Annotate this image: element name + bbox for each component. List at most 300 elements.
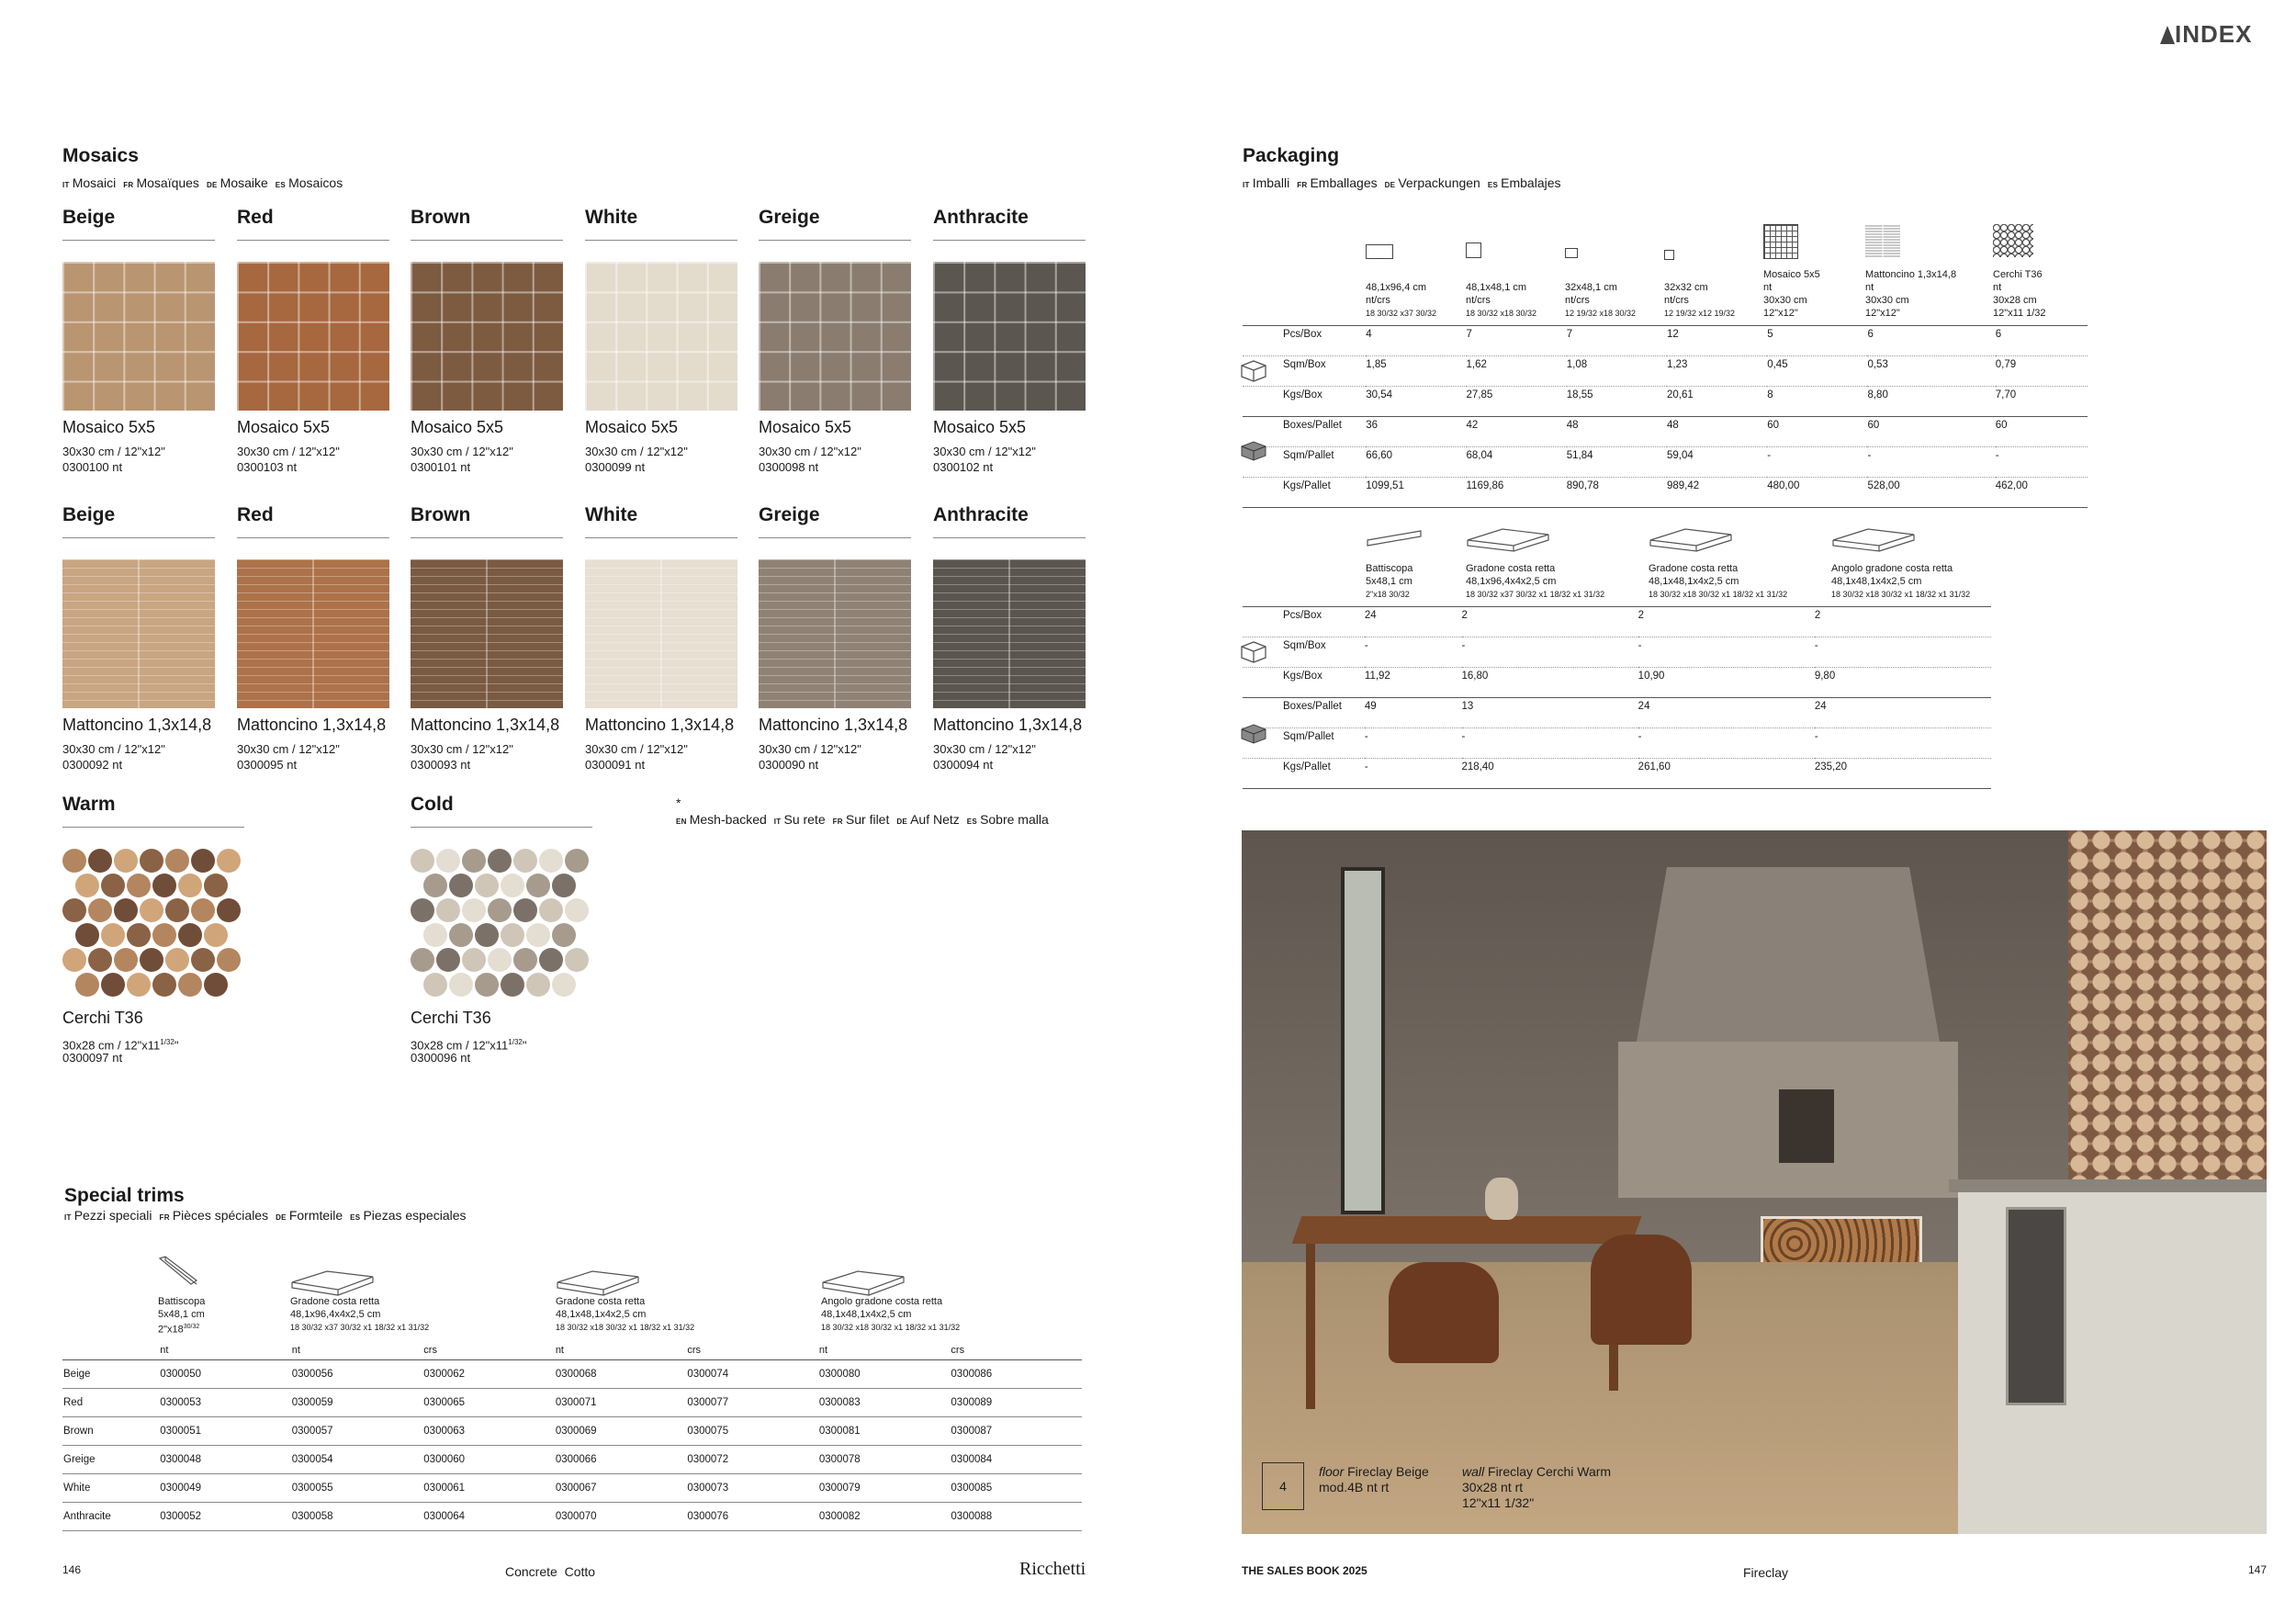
circle-chip (114, 948, 138, 972)
circle-chip (449, 973, 473, 997)
packaging-title: Packaging (1243, 145, 1340, 166)
packaging-format-header: Mattoncino 1,3x14,8 nt 30x30 cm 12"x12" (1865, 269, 1957, 319)
circle-chip (552, 973, 576, 997)
mosaic-product-name: Mosaico 5x5 (585, 418, 679, 436)
table-row (1243, 668, 1991, 698)
packaging-value: 13 (1462, 698, 1638, 728)
packaging-subtitle (1243, 175, 1569, 190)
oven (2006, 1207, 2066, 1405)
mosaic-size: 30x30 cm / 12"x12" (585, 445, 688, 458)
packaging-value: 48 (1567, 417, 1667, 447)
table-row (1243, 478, 2088, 508)
mosaic-product-name: Mattoncino 1,3x14,8 (411, 716, 560, 734)
circle-chip (217, 849, 241, 873)
trim-code: 0300077 (686, 1389, 818, 1417)
packaging-value: - (1867, 447, 1995, 478)
trim-color-label: White (62, 1474, 159, 1503)
circle-chip (526, 973, 550, 997)
trim-code: 0300086 (950, 1360, 1082, 1389)
packaging-row-label: Kgs/Pallet (1243, 478, 1366, 508)
packaging-value: 24 (1365, 607, 1462, 637)
packaging-value: 235,20 (1815, 759, 1991, 789)
trim-code: 0300061 (422, 1474, 555, 1503)
fireplace-opening (1779, 1089, 1834, 1163)
lang-code: DE (206, 181, 218, 189)
mosaic-size: 30x30 cm / 12"x12" (411, 742, 513, 756)
packaging-value: - (1767, 447, 1867, 478)
packaging-value: 0,79 (1996, 356, 2088, 387)
lang-text: Sobre malla (980, 812, 1049, 827)
skirting-icon (158, 1255, 250, 1291)
packaging-row-label: Sqm/Pallet (1243, 447, 1366, 478)
table-row (62, 1389, 1082, 1417)
circle-chip (501, 973, 524, 997)
circle-chip (191, 849, 215, 873)
lang-code: IT (62, 181, 70, 189)
trim-code: 0300050 (159, 1360, 291, 1389)
packaging-value: 2 (1815, 607, 1991, 637)
packaging-row-label: Sqm/Pallet (1243, 728, 1365, 759)
mosaic-color-heading: Red (237, 504, 389, 538)
mesh-note-star: * (676, 795, 681, 810)
trim-code: 0300055 (291, 1474, 423, 1503)
mosaic-code: 0300091 nt (585, 758, 646, 772)
trim-column-type: nt (555, 1341, 687, 1360)
circle-chip (436, 948, 460, 972)
mosaic-tile-swatch (759, 262, 911, 411)
circle-chip (552, 923, 576, 947)
circle-chip (411, 948, 434, 972)
table-row (1243, 387, 2088, 417)
circle-chip (140, 898, 163, 922)
circle-chip (462, 849, 486, 873)
packaging-value: 20,61 (1667, 387, 1767, 417)
packaging-value: 4 (1366, 326, 1466, 356)
mosaic-color-heading: Anthracite (933, 207, 1086, 241)
trim-code: 0300084 (950, 1446, 1082, 1474)
trim-column-type: crs (950, 1341, 1082, 1360)
circle-chip (127, 923, 151, 947)
circle-chip (62, 898, 86, 922)
packaging-value: 890,78 (1567, 478, 1667, 508)
lang-code: FR (1297, 181, 1308, 189)
circle-chip (152, 923, 176, 947)
lang-code: ES (1487, 181, 1499, 189)
packaging-value: 261,60 (1638, 759, 1815, 789)
circle-chip (526, 923, 550, 947)
kitchen-interior-photo (1242, 830, 2267, 1534)
table-row (1243, 447, 2088, 478)
mosaic-size: 30x30 cm / 12"x12" (933, 742, 1036, 756)
mosaic-size: 30x30 cm / 12"x12" (411, 445, 513, 458)
circle-chip (501, 923, 524, 947)
trim-column-type: nt (291, 1341, 423, 1360)
packaging-row-label: Pcs/Box (1243, 607, 1365, 637)
circle-chip (539, 898, 563, 922)
packaging-row-label: Kgs/Pallet (1243, 759, 1365, 789)
box-icon (1240, 358, 1267, 382)
packaging-value: 6 (1996, 326, 2088, 356)
vase (1485, 1178, 1518, 1220)
trim-column-type: nt (818, 1341, 951, 1360)
mosaic-product-name: Mattoncino 1,3x14,8 (933, 716, 1083, 734)
circle-chip (449, 923, 473, 947)
circle-chip (513, 849, 537, 873)
mosaic-color-heading: White (585, 207, 737, 241)
packaging-table-2 (1243, 606, 1991, 789)
circle-chip (475, 923, 499, 947)
circle-chip (114, 849, 138, 873)
packaging-value: - (1996, 447, 2088, 478)
packaging-value: 1,85 (1366, 356, 1466, 387)
packaging-value: - (1365, 637, 1462, 668)
special-trims-title: Special trims (64, 1185, 185, 1206)
trim-code: 0300075 (686, 1417, 818, 1446)
lang-code: IT (64, 1213, 72, 1222)
circle-chip (191, 898, 215, 922)
mosaic-code: 0300093 nt (411, 758, 471, 772)
special-trims-table (62, 1341, 1082, 1531)
mosaic-grid-icon (1763, 224, 1798, 259)
trim-code: 0300088 (950, 1503, 1082, 1531)
mosaic-product-name: Mosaico 5x5 (933, 418, 1027, 436)
trim-code: 0300089 (950, 1389, 1082, 1417)
packaging-format-header: Mosaico 5x5 nt 30x30 cm 12"x12" (1763, 269, 1820, 319)
trim-code: 0300073 (686, 1474, 818, 1503)
packaging-value: 218,40 (1462, 759, 1638, 789)
mosaic-product-name: Mosaico 5x5 (62, 418, 156, 436)
mosaic-color-heading: Red (237, 207, 389, 241)
lang-text: Mesh-backed (689, 812, 767, 827)
box-icon (1240, 639, 1267, 663)
trim-color-label: Anthracite (62, 1503, 159, 1531)
circle-chip (423, 923, 447, 947)
circle-chip (152, 874, 176, 897)
circle-chip (423, 874, 447, 897)
window (1341, 867, 1385, 1214)
packaging-value: 18,55 (1567, 387, 1667, 417)
circle-chip (552, 874, 576, 897)
packaging-value: 1099,51 (1366, 478, 1466, 508)
mosaic-size: 30x28 cm / $12"x11^{1/32}$" (411, 1038, 527, 1053)
circle-chip (101, 923, 125, 947)
circle-chip (501, 874, 524, 897)
right-page-number: 147 (2248, 1563, 2268, 1576)
mosaic-product-name: Mattoncino 1,3x14,8 (62, 716, 212, 734)
lang-code: EN (676, 818, 687, 826)
trim-column-type: nt (159, 1341, 291, 1360)
circle-chip (204, 923, 228, 947)
mosaic-size: 30x30 cm / 12"x12" (585, 742, 688, 756)
lang-text: Emballages (1310, 175, 1378, 190)
lang-text: Mosaicos (288, 175, 343, 190)
trim-code: 0300085 (950, 1474, 1082, 1503)
lang-text: Pezzi speciali (73, 1208, 152, 1223)
trim-code: 0300087 (950, 1417, 1082, 1446)
packaging-row-label: Kgs/Box (1243, 387, 1366, 417)
packaging-trim-header: Gradone costa retta 48,1x96,4x4x2,5 cm 18 30/32 x37 30/32 x1 18/32 x1 31/32 (1466, 563, 1605, 599)
mosaic-size: 30x30 cm / 12"x12" (62, 445, 165, 458)
packaging-value: 7 (1567, 326, 1667, 356)
lang-text: Auf Netz (910, 812, 960, 827)
circle-chip (101, 874, 125, 897)
trim-code: 0300048 (159, 1446, 291, 1474)
packaging-value: - (1365, 759, 1462, 789)
table-row (1243, 326, 2088, 356)
pallet-icon (1240, 722, 1267, 746)
circle-chip (411, 849, 434, 873)
packaging-row-label: Kgs/Box (1243, 668, 1365, 698)
packaging-format-header: 32x32 cm nt/crs 12 19/32 x12 19/32 (1664, 282, 1736, 318)
mosaic-code: 0300099 nt (585, 460, 646, 474)
circle-chip (565, 948, 589, 972)
circle-chip (191, 948, 215, 972)
skirting-icon (1366, 527, 1458, 555)
trim-code: 0300083 (818, 1389, 951, 1417)
packaging-value: 60 (1867, 417, 1995, 447)
right-section-label: Fireclay (1743, 1565, 1789, 1580)
lang-code: FR (159, 1213, 170, 1222)
trim-code: 0300065 (422, 1389, 555, 1417)
circles-mosaic-swatch (411, 849, 591, 998)
packaging-value: 1169,86 (1467, 478, 1567, 508)
mosaic-color-heading: Cold (411, 794, 592, 828)
mosaic-product-name: Mattoncino 1,3x14,8 (759, 716, 908, 734)
mosaic-size: 30x30 cm / 12"x12" (759, 742, 861, 756)
circles-icon (1993, 224, 2033, 257)
table-row (1243, 698, 1991, 728)
packaging-value: 36 (1366, 417, 1466, 447)
packaging-value: 42 (1467, 417, 1567, 447)
circle-chip (217, 948, 241, 972)
mosaic-color-heading: Beige (62, 207, 215, 241)
circle-chip (152, 973, 176, 997)
circle-chip (488, 948, 512, 972)
trim-code: 0300067 (555, 1474, 687, 1503)
packaging-value: 2 (1638, 607, 1815, 637)
lang-text: Mosaïques (136, 175, 199, 190)
packaging-value: 989,42 (1667, 478, 1767, 508)
lang-text: Mosaike (219, 175, 268, 190)
circle-chip (178, 923, 202, 947)
mosaic-size: 30x30 cm / 12"x12" (759, 445, 861, 458)
mosaic-product-name: Mosaico 5x5 (759, 418, 852, 436)
trim-code: 0300074 (686, 1360, 818, 1389)
trim-code: 0300064 (422, 1503, 555, 1531)
trim-code: 0300070 (555, 1503, 687, 1531)
mosaic-size: 30x30 cm / 12"x12" (933, 445, 1036, 458)
packaging-value: - (1638, 637, 1815, 668)
circle-chip (165, 849, 189, 873)
packaging-value: 51,84 (1567, 447, 1667, 478)
tile-format-rect-icon (1366, 244, 1393, 259)
packaging-value: - (1815, 728, 1991, 759)
table-row (62, 1474, 1082, 1503)
circles-mosaic-swatch (62, 849, 242, 998)
left-page-number: 146 (62, 1563, 82, 1576)
chair (1591, 1235, 1692, 1345)
mosaics-title: Mosaics (62, 145, 139, 166)
sales-book-label: THE SALES BOOK 2025 (1242, 1564, 1367, 1577)
circle-chip (75, 874, 99, 897)
circle-chip (178, 874, 202, 897)
packaging-value: 30,54 (1366, 387, 1466, 417)
circle-chip (75, 973, 99, 997)
trim-code: 0300063 (422, 1417, 555, 1446)
packaging-value: 7 (1467, 326, 1567, 356)
tile-format-square-icon (1466, 242, 1481, 258)
mosaic-color-heading: Brown (411, 504, 563, 538)
packaging-row-label: Boxes/Pallet (1243, 417, 1366, 447)
circle-chip (88, 849, 112, 873)
trim-code: 0300068 (555, 1360, 687, 1389)
mosaic-tile-swatch (585, 559, 737, 708)
circle-chip (127, 973, 151, 997)
trim-product-header: Battiscopa 5x48,1 cm $2"x18^{30/32}$ (158, 1296, 206, 1336)
mosaic-tile-swatch (933, 559, 1086, 708)
circle-chip (75, 923, 99, 947)
mosaic-size: 30x30 cm / 12"x12" (237, 445, 340, 458)
trim-code: 0300059 (291, 1389, 423, 1417)
lang-code: DE (1384, 181, 1396, 189)
mosaic-color-heading: Greige (759, 504, 911, 538)
table-row (1243, 356, 2088, 387)
trim-code: 0300062 (422, 1360, 555, 1389)
lang-code: DE (276, 1213, 287, 1222)
circle-chip (449, 874, 473, 897)
trim-code: 0300081 (818, 1417, 951, 1446)
trim-product-header: Gradone costa retta 48,1x96,4x4x2,5 cm 18 30/32 x37 30/32 x1 18/32 x1 31/32 (290, 1296, 430, 1332)
mosaic-tile-swatch (62, 559, 215, 708)
trim-column-type: crs (686, 1341, 818, 1360)
step-icon (1466, 527, 1558, 555)
mosaic-code: 0300096 nt (411, 1051, 471, 1065)
mosaic-code: 0300097 nt (62, 1051, 123, 1065)
photo-number: 4 (1279, 1479, 1287, 1494)
packaging-row-label: Sqm/Box (1243, 356, 1366, 387)
table-row (1243, 417, 2088, 447)
mosaic-color-heading: Anthracite (933, 504, 1086, 538)
circle-chip (140, 948, 163, 972)
packaging-row-label: Boxes/Pallet (1243, 698, 1365, 728)
packaging-value: 0,45 (1767, 356, 1867, 387)
mesh-note (676, 812, 1056, 827)
lang-code: FR (832, 818, 843, 826)
lang-code: ES (350, 1213, 361, 1222)
packaging-value: 48 (1667, 417, 1767, 447)
circle-chip (475, 874, 499, 897)
circle-chip (411, 898, 434, 922)
lang-code: IT (773, 818, 782, 826)
packaging-value: 5 (1767, 326, 1867, 356)
mosaic-tile-swatch (411, 262, 563, 411)
trim-code: 0300054 (291, 1446, 423, 1474)
mosaic-color-heading: Brown (411, 207, 563, 241)
circle-chip (475, 973, 499, 997)
lang-text: Embalajes (1501, 175, 1561, 190)
table-row (62, 1417, 1082, 1446)
trim-code: 0300058 (291, 1503, 423, 1531)
mosaic-product-name: Cerchi T36 (411, 1009, 491, 1027)
mosaic-color-heading: Greige (759, 207, 911, 241)
packaging-value: 60 (1767, 417, 1867, 447)
trim-product-header: Gradone costa retta 48,1x48,1x4x2,5 cm 18 30/32 x18 30/32 x1 18/32 x1 31/32 (556, 1296, 695, 1332)
mattoncino-icon (1865, 224, 1900, 257)
mosaic-code: 0300100 nt (62, 460, 123, 474)
trim-code: 0300079 (818, 1474, 951, 1503)
table-row (62, 1503, 1082, 1531)
packaging-value: - (1462, 637, 1638, 668)
packaging-value: 27,85 (1467, 387, 1567, 417)
packaging-trim-header: Gradone costa retta 48,1x48,1x4x2,5 cm 18 30/32 x18 30/32 x1 18/32 x1 31/32 (1649, 563, 1788, 599)
trim-color-label: Beige (62, 1360, 159, 1389)
packaging-value: 8 (1767, 387, 1867, 417)
packaging-value: 66,60 (1366, 447, 1466, 478)
lang-text: Verpackungen (1398, 175, 1480, 190)
packaging-value: 60 (1996, 417, 2088, 447)
trim-color-label: Red (62, 1389, 159, 1417)
packaging-value: 6 (1867, 326, 1995, 356)
circle-chip (204, 874, 228, 897)
trim-code: 0300057 (291, 1417, 423, 1446)
mosaic-code: 0300098 nt (759, 460, 819, 474)
circle-chip (88, 948, 112, 972)
wall-caption: wall Fireclay Cerchi Warm 30x28 nt rt 12"x11 1/32" (1462, 1464, 1612, 1510)
trim-code: 0300082 (818, 1503, 951, 1531)
lang-text: Imballi (1252, 175, 1290, 190)
lang-code: DE (896, 818, 908, 826)
lang-code: FR (123, 181, 134, 189)
circle-chip (488, 898, 512, 922)
trim-code: 0300066 (555, 1446, 687, 1474)
packaging-value: - (1365, 728, 1462, 759)
trim-code: 0300076 (686, 1503, 818, 1531)
packaging-value: 2 (1462, 607, 1638, 637)
pallet-icon (1240, 439, 1267, 463)
circle-chip (436, 898, 460, 922)
packaging-value: 12 (1667, 326, 1767, 356)
packaging-format-header: Cerchi T36 nt 30x28 cm 12"x11 1/32 (1993, 269, 2046, 319)
floor-caption: floor Fireclay Beige mod.4B nt rt (1319, 1464, 1429, 1494)
packaging-value: 1,62 (1467, 356, 1567, 387)
special-trims-subtitle (64, 1208, 474, 1223)
photo-number-box (1262, 1462, 1304, 1510)
packaging-value: 528,00 (1867, 478, 1995, 508)
mosaic-tile-swatch (759, 559, 911, 708)
lang-text: Sur filet (845, 812, 890, 827)
circle-chip (539, 948, 563, 972)
circle-chip (565, 898, 589, 922)
circle-chip (488, 849, 512, 873)
table-row (1243, 637, 1991, 668)
trim-code: 0300071 (555, 1389, 687, 1417)
mosaic-code: 0300095 nt (237, 758, 298, 772)
table-row (1243, 607, 1991, 637)
trim-code: 0300078 (818, 1446, 951, 1474)
trim-color-label: Greige (62, 1446, 159, 1474)
mosaic-product-name: Mattoncino 1,3x14,8 (237, 716, 387, 734)
table-row (62, 1360, 1082, 1389)
circle-chip (513, 948, 537, 972)
packaging-format-header: 48,1x96,4 cm nt/crs 18 30/32 x37 30/32 (1366, 282, 1437, 318)
index-link[interactable]: INDEX (2160, 20, 2252, 49)
lang-code: ES (966, 818, 978, 826)
mosaic-product-name: Mosaico 5x5 (237, 418, 331, 436)
packaging-value: 68,04 (1467, 447, 1567, 478)
packaging-table-1 (1243, 325, 2088, 508)
circle-chip (127, 874, 151, 897)
trim-product-header: Angolo gradone costa retta 48,1x48,1x4x2,5 cm 18 30/32 x18 30/32 x1 18/32 x1 31/32 (821, 1296, 961, 1332)
